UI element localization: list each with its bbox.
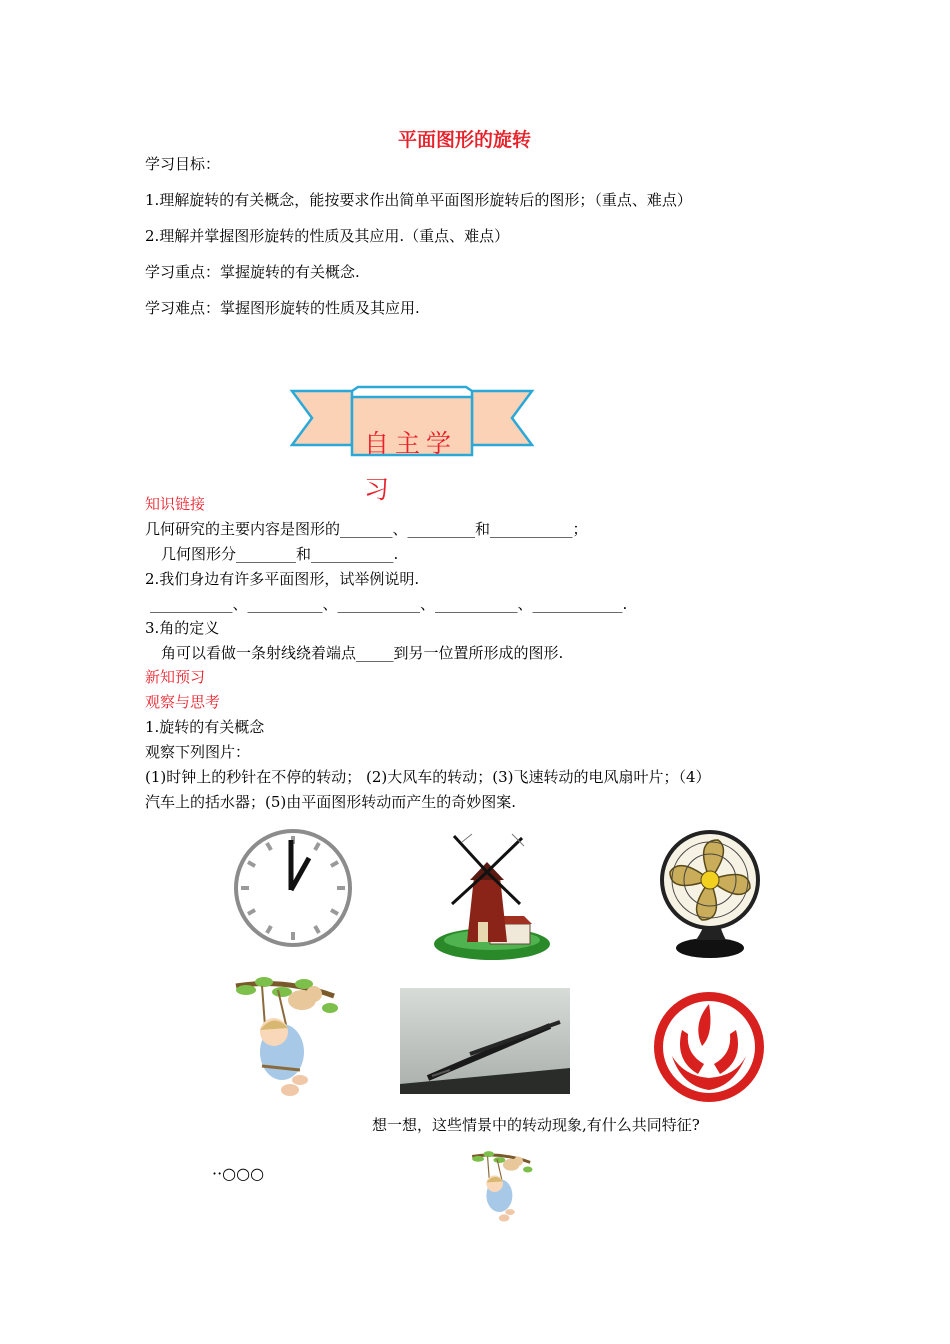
- question-3-text: 角可以看做一条射线绕着端点_____到另一位置所形成的图形.: [161, 644, 564, 662]
- wiper-image: [400, 988, 570, 1094]
- question-3: 3.角的定义: [145, 619, 220, 637]
- objective-2: 2.理解并掌握图形旋转的性质及其应用.（重点、难点）: [145, 227, 510, 245]
- difficult-point: 学习难点：掌握图形旋转的性质及其应用.: [145, 299, 420, 317]
- swing-image: [234, 976, 349, 1106]
- objective-1: 1.理解旋转的有关概念，能按要求作出简单平面图形旋转后的图形；（重点、难点）: [145, 191, 692, 209]
- rotation-concept-item: 1.旋转的有关概念: [145, 718, 265, 736]
- swing-small-image: [471, 1150, 539, 1228]
- banner-title-continued: 习: [364, 475, 396, 504]
- question-2-blanks: ___________、__________、___________、___________、____________.: [150, 595, 628, 613]
- page-title: 平面图形的旋转: [398, 129, 532, 151]
- question-2: 2.我们身边有许多平面图形，试举例说明.: [145, 570, 420, 588]
- preview-heading: 新知预习: [145, 668, 206, 686]
- observe-think-heading: 观察与思考: [145, 693, 221, 711]
- fan-image: [656, 830, 766, 960]
- knowledge-heading: 知识链接: [145, 495, 206, 513]
- think-question: 想一想，这些情景中的转动现象,有什么共同特征?: [372, 1116, 700, 1134]
- logo-image: [652, 990, 767, 1105]
- windmill-image: [432, 832, 552, 962]
- observe-pictures: 观察下列图片：: [145, 743, 251, 761]
- question-1-line-1: 几何研究的主要内容是图形的_______、_________和___________；: [145, 520, 588, 538]
- banner-title: 自主学: [364, 429, 458, 458]
- description-line-1: (1)时钟上的秒针在不停的转动； (2)大风车的转动；(3)飞速转动的电风扇叶片；（4）: [145, 768, 711, 786]
- question-1-line-2: 几何图形分________和___________.: [161, 545, 399, 563]
- dots-marker: ··○○○: [212, 1164, 265, 1183]
- objectives-heading: 学习目标：: [145, 155, 221, 173]
- key-point: 学习重点：掌握旋转的有关概念.: [145, 263, 360, 281]
- description-line-2: 汽车上的括水器；(5)由平面图形转动而产生的奇妙图案.: [145, 793, 517, 811]
- clock-image: [233, 828, 353, 948]
